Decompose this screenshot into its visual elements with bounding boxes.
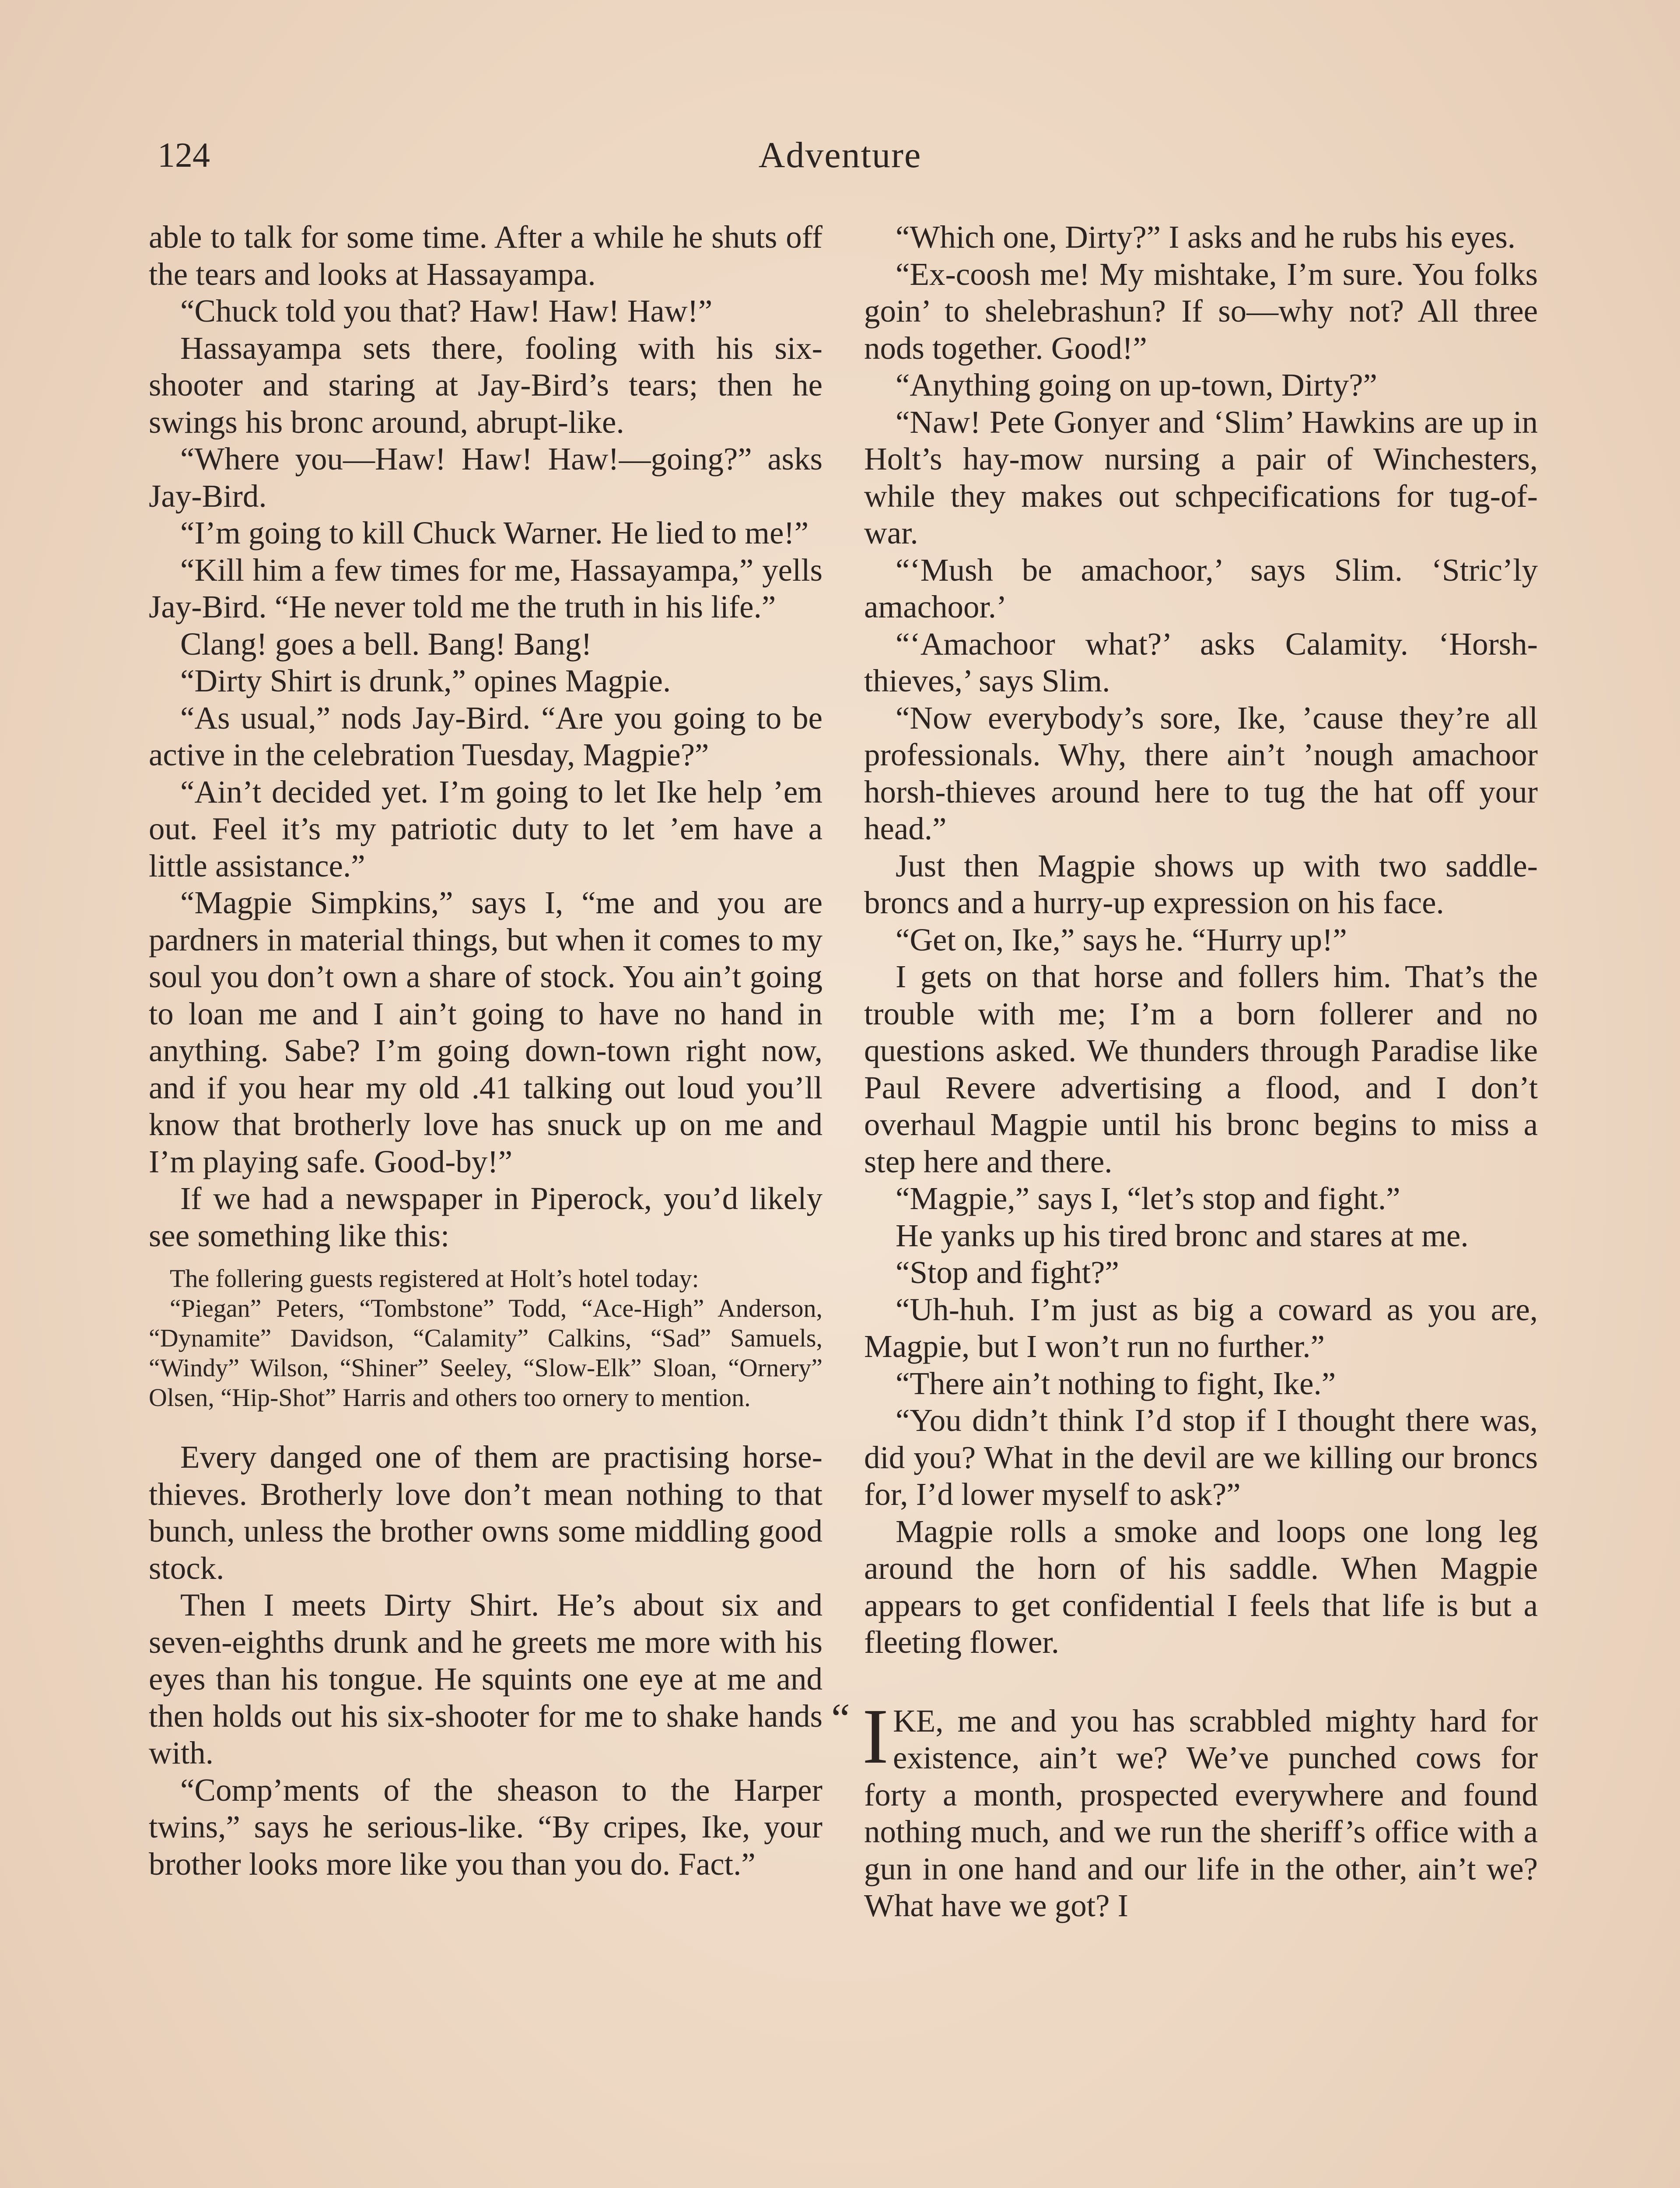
paragraph: “Uh-huh. I’m just as big a coward as you are, Magpie, but I won’t run no further.”: [864, 1291, 1538, 1364]
section-opening-text: KE, me and you has scrabbled mighty hard for existence, ain’t we? We’ve punched cows for forty a month, prospected everywhere and found nothing much, and we run the sheriff’s office with a gun in one hand and our life in the other, ain’t we? What have we got? I: [864, 1703, 1538, 1923]
right-column: [831, 219, 1538, 1925]
paragraph: “Stop and fight?”: [896, 1255, 1119, 1290]
paragraph: Every danged one of them are practising horse-thieves. Brotherly love don’t mean nothing to that bunch, unless the brother owns some middling good stock.: [149, 1439, 822, 1586]
paragraph: “Naw! Pete Gonyer and ‘Slim’ Hawkins are up in Holt’s hay-mow nursing a pair of Winchesters, while they makes out schpecifications for tug-of-war.: [864, 404, 1538, 551]
paragraph: Just then Magpie shows up with two saddle-broncs and a hurry-up expression on his face.: [864, 848, 1538, 920]
paragraph: “‘Amachoor what?’ asks Calamity. ‘Horsh-thieves,’ says Slim.: [864, 626, 1538, 698]
paragraph: “There ain’t nothing to fight, Ike.”: [896, 1365, 1336, 1401]
paragraph: Clang! goes a bell. Bang! Bang!: [180, 626, 592, 662]
paragraph: “I’m going to kill Chuck Warner. He lied to me!”: [180, 515, 809, 551]
paragraph: If we had a newspaper in Piperock, you’d likely see something like this:: [149, 1181, 822, 1253]
paragraph: “Comp’ments of the sheason to the Harper twins,” says he serious-like. “By cripes, Ike, your brother looks more like you than you do. Fact.”: [149, 1772, 822, 1882]
paragraph: “Now everybody’s sore, Ike, ’cause they’re all professionals. Why, there ain’t ’nough amachoor horsh-thieves around here to tug the hat off your head.”: [864, 700, 1538, 846]
paragraph: “Get on, Ike,” says he. “Hurry up!”: [896, 922, 1347, 957]
paragraph: “Kill him a few times for me, Hassayampa,” yells Jay-Bird. “He never told me the truth in his life.”: [149, 552, 822, 624]
paragraph: “Which one, Dirty?” I asks and he rubs his eyes.: [896, 219, 1516, 255]
paragraph: able to talk for some time. After a while he shuts off the tears and looks at Hassayampa.: [149, 219, 822, 292]
drop-cap: I: [862, 1692, 889, 1780]
paragraph: Hassayampa sets there, fooling with his six-shooter and staring at Jay-Bird’s tears; then he swings his bronc around, abrupt-like.: [149, 330, 822, 440]
paragraph: He yanks up his tired bronc and stares at me.: [896, 1217, 1469, 1253]
paragraph: “Ex-coosh me! My mishtake, I’m sure. You folks goin’ to shelebrashun? If so—why not? All three nods together. Good!”: [864, 256, 1538, 366]
paragraph: “Ain’t decided yet. I’m going to let Ike help ’em out. Feel it’s my patriotic duty to let ’em have a little assistance.”: [149, 774, 822, 884]
paragraph: “Magpie,” says I, “let’s stop and fight.”: [896, 1181, 1400, 1216]
paragraph: Magpie rolls a smoke and loops one long leg around the horn of his saddle. When Magpie appears to get confidential I feels that life is but a fleeting flower.: [864, 1513, 1538, 1660]
section-opening-paragraph: [831, 1692, 1538, 1925]
notice-line: The follering guests registered at Holt’s hotel today:: [170, 1264, 699, 1293]
opening-quote-mark: “: [831, 1694, 850, 1742]
paragraph: “Dirty Shirt is drunk,” opines Magpie.: [180, 663, 671, 698]
paragraph: I gets on that horse and follers him. That’s the trouble with me; I’m a born follerer and no questions asked. We thunders through Paradise like Paul Revere advertising a flood, and I don’t overhaul Magpie until his bronc begins to miss a step here and there.: [864, 959, 1538, 1179]
left-column: [149, 219, 822, 1883]
running-head: Adventure: [758, 135, 922, 175]
paragraph: “Anything going on up-town, Dirty?”: [896, 367, 1377, 403]
paragraph: Then I meets Dirty Shirt. He’s about six and seven-eighths drunk and he greets me more with his eyes than his tongue. He squints one eye at me and then holds out his six-shooter for me to shake hands with.: [149, 1587, 822, 1771]
paragraph: “Magpie Simpkins,” says I, “me and you are pardners in material things, but when it comes to my soul you don’t own a share of stock. You ain’t going to loan me and I ain’t going to have no hand in anything. Sabe? I’m going down-town right now, and if you hear my old .41 talking out loud you’ll know that brotherly love has snuck up on me and I’m playing safe. Good-by!”: [149, 885, 822, 1179]
paragraph: “Where you—Haw! Haw! Haw!—going?” asks Jay-Bird.: [149, 441, 822, 514]
paragraph: “‘Mush be amachoor,’ says Slim. ‘Stric’ly amachoor.’: [864, 552, 1538, 624]
paragraph: “Chuck told you that? Haw! Haw! Haw!”: [180, 293, 713, 329]
page-number: 124: [158, 136, 210, 175]
hotel-register-notice: [149, 1264, 822, 1413]
paragraph: “As usual,” nods Jay-Bird. “Are you going to be active in the celebration Tuesday, Magpie?”: [149, 700, 822, 772]
paragraph: “You didn’t think I’d stop if I thought there was, did you? What in the devil are we killing our broncs for, I’d lower myself to ask?”: [864, 1403, 1538, 1512]
notice-line: “Piegan” Peters, “Tombstone” Todd, “Ace-High” Anderson, “Dynamite” Davidson, “Calamity” Calkins, “Sad” Samuels, “Windy” Wilson, “Shiner” Seeley, “Slow-Elk” Sloan, “Ornery” Olsen, “Hip-Shot” Harris and others too ornery to mention.: [149, 1294, 822, 1412]
